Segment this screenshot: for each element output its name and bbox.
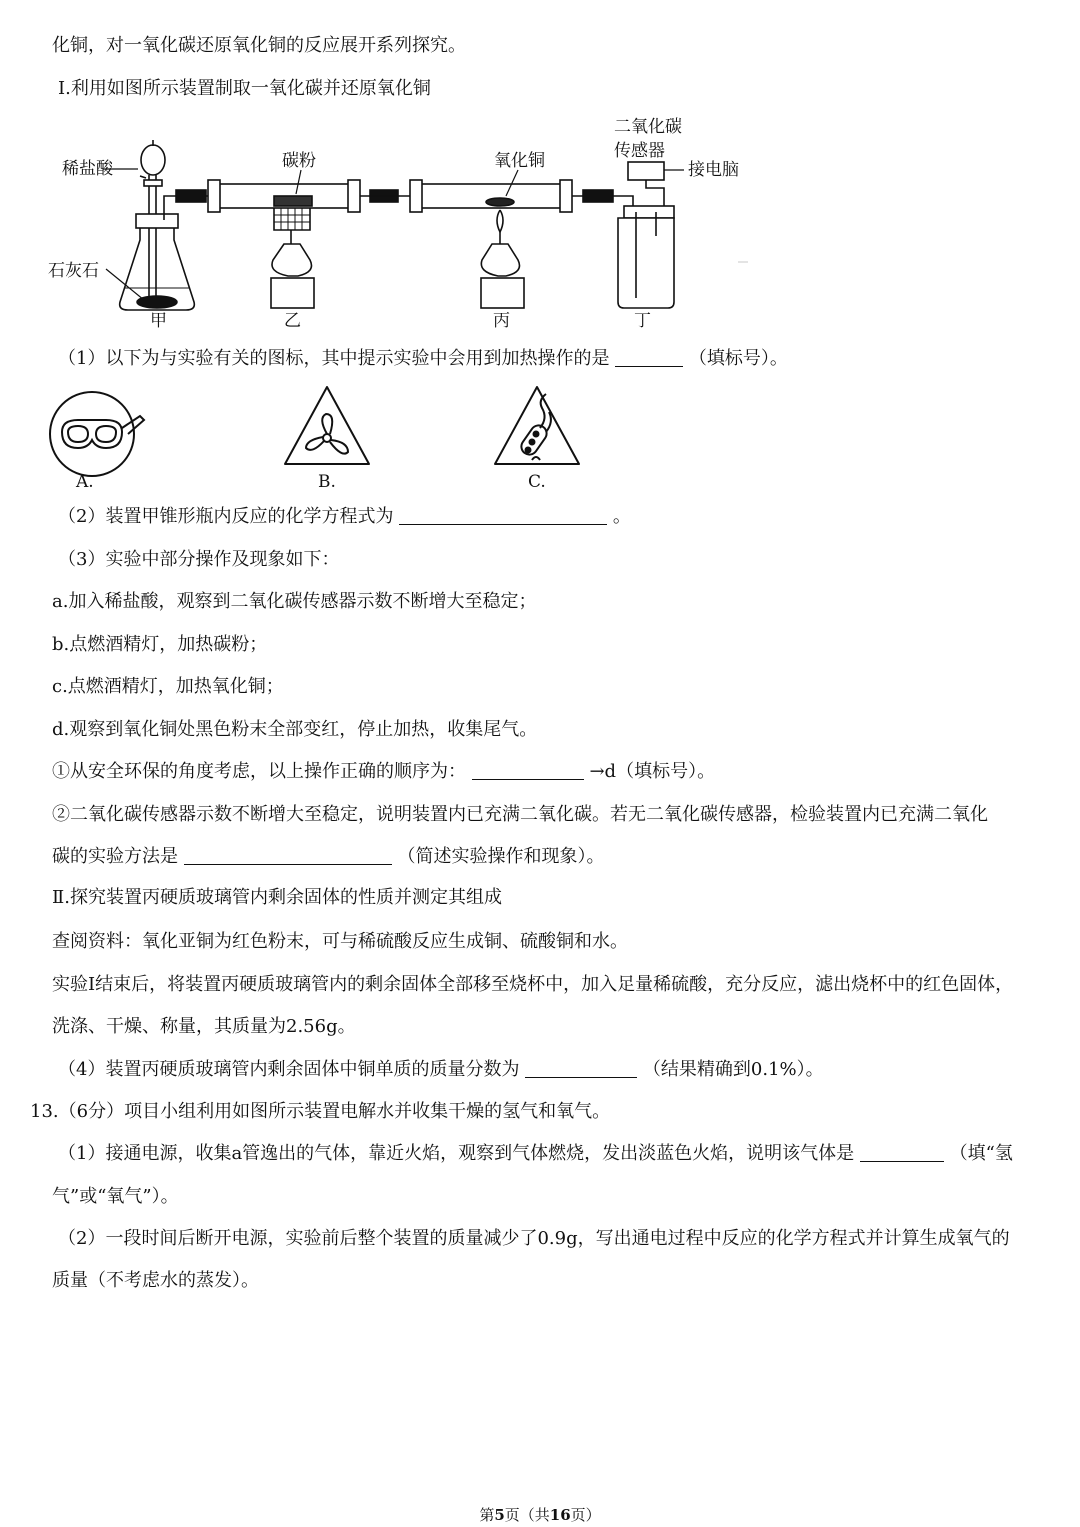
experiment-line-1: 实验Ⅰ结束后，将装置丙硬质玻璃管内的剩余固体全部移至烧杯中，加入足量稀硫酸，充分反应，滤出烧杯中的红色固体， — [52, 974, 1014, 995]
question-4 — [58, 1058, 824, 1082]
footer-pre: 第 — [479, 1506, 495, 1524]
q1-text: （1）以下为与实验有关的图标，其中提示实验中会用到加热操作的是 — [58, 348, 610, 369]
part1-title: Ⅰ.利用如图所示装置制取一氧化碳并还原氧化铜 — [58, 78, 431, 99]
alcohol-lamp-yi — [272, 244, 312, 276]
q1-suffix: （填标号）。 — [688, 348, 788, 369]
question-1 — [58, 347, 788, 371]
q2-text: （2）装置甲锥形瓶内反应的化学方程式为 — [58, 506, 394, 527]
answer-blank-4[interactable] — [184, 846, 392, 865]
option-a-label: A. — [76, 472, 94, 492]
label-bing: 丙 — [493, 311, 510, 331]
sub-question-1 — [52, 760, 715, 784]
sub2-suffix: （简述实验操作和现象）。 — [397, 846, 605, 867]
question-3: （3）实验中部分操作及现象如下： — [58, 549, 340, 570]
ventilation-icon — [282, 384, 372, 468]
sub1-text: ①从安全环保的角度考虑，以上操作正确的顺序为： — [52, 761, 466, 782]
step-d: d.观察到氧化铜处黑色粉末全部变红，停止加热，收集尾气。 — [52, 719, 538, 740]
q13-2-line2: 质量（不考虑水的蒸发）。 — [52, 1270, 259, 1291]
answer-blank-5[interactable] — [525, 1059, 637, 1078]
goggles-icon — [48, 390, 148, 480]
reference-text: 查阅资料：氧化亚铜为红色粉末，可与稀硫酸反应生成铜、硫酸铜和水。 — [52, 931, 628, 952]
q13-2-line1: （2）一段时间后断开电源，实验前后整个装置的质量减少了0.9g，写出通电过程中反应的化学方程式并计算生成氧气的 — [58, 1228, 1010, 1249]
page-footer — [0, 1504, 1080, 1525]
step-c: c.点燃酒精灯，加热氧化铜； — [52, 676, 284, 697]
q13-1-line2: 气”或“氧气”）。 — [52, 1186, 179, 1207]
co2-sensor — [628, 162, 664, 180]
experiment-line-2: 洗涤、干燥、称量，其质量为2.56g。 — [52, 1016, 356, 1037]
label-sensor-1: 二氧化碳 — [614, 117, 682, 137]
footer-total: 16 — [549, 1506, 571, 1524]
label-limestone: 石灰石 — [48, 261, 99, 281]
q13-1-text: （1）接通电源，收集a管逸出的气体，靠近火焰，观察到气体燃烧，发出淡蓝色火焰，说明该气体是 — [58, 1143, 855, 1164]
copper-oxide — [486, 198, 514, 206]
label-jia: 甲 — [150, 311, 167, 331]
intro-text: 化铜，对一氧化碳还原氧化铜的反应展开系列探究。 — [52, 35, 466, 56]
label-yi: 乙 — [284, 311, 301, 331]
apparatus-diagram — [48, 112, 748, 332]
label-cuo: 氧化铜 — [494, 151, 545, 171]
sub-question-2-line1: ②二氧化碳传感器示数不断增大至稳定，说明装置内已充满二氧化碳。若无二氧化碳传感器，检验装置内已充满二氧化 — [52, 804, 988, 825]
step-b: b.点燃酒精灯，加热碳粉； — [52, 634, 268, 655]
alcohol-lamp-bing — [481, 244, 519, 276]
step-a: a.加入稀盐酸，观察到二氧化碳传感器示数不断增大至稳定； — [52, 591, 537, 612]
q4-text: （4）装置丙硬质玻璃管内剩余固体中铜单质的质量分数为 — [58, 1059, 520, 1080]
option-b-label: B. — [318, 472, 336, 492]
q4-suffix: （结果精确到0.1%）。 — [642, 1059, 824, 1080]
carbon-powder — [274, 196, 312, 206]
sub1-suffix: →d（填标号）。 — [589, 761, 716, 782]
label-acid: 稀盐酸 — [62, 159, 113, 179]
footer-mid: 页（共 — [504, 1506, 550, 1524]
label-computer: 接电脑 — [688, 160, 739, 180]
question-13: 13.（6分）项目小组利用如图所示装置电解水并收集干燥的氢气和氧气。 — [30, 1101, 611, 1122]
heating-icon — [492, 384, 582, 468]
q2-suffix: 。 — [612, 506, 631, 527]
gas-bottle-ding — [618, 218, 674, 308]
footer-post: 页） — [570, 1506, 601, 1524]
sub2-text: 碳的实验方法是 — [52, 846, 178, 867]
answer-blank-1[interactable] — [615, 348, 683, 367]
label-carbon: 碳粉 — [282, 151, 316, 171]
label-ding: 丁 — [634, 311, 651, 331]
answer-blank-3[interactable] — [472, 761, 584, 780]
answer-blank-2[interactable] — [399, 506, 607, 525]
q13-1-suffix: （填“氢 — [949, 1143, 1013, 1164]
sub-question-2-line2 — [52, 845, 604, 869]
footer-page: 5 — [494, 1506, 505, 1524]
part2-title: Ⅱ.探究装置丙硬质玻璃管内剩余固体的性质并测定其组成 — [52, 887, 502, 908]
funnel-bulb — [141, 145, 165, 175]
answer-blank-6[interactable] — [860, 1143, 944, 1162]
option-c-label: C. — [528, 472, 546, 492]
question-2 — [58, 505, 631, 529]
label-sensor-2: 传感器 — [614, 141, 665, 161]
limestone-lump — [137, 296, 177, 308]
q13-1-line1 — [58, 1142, 1013, 1166]
